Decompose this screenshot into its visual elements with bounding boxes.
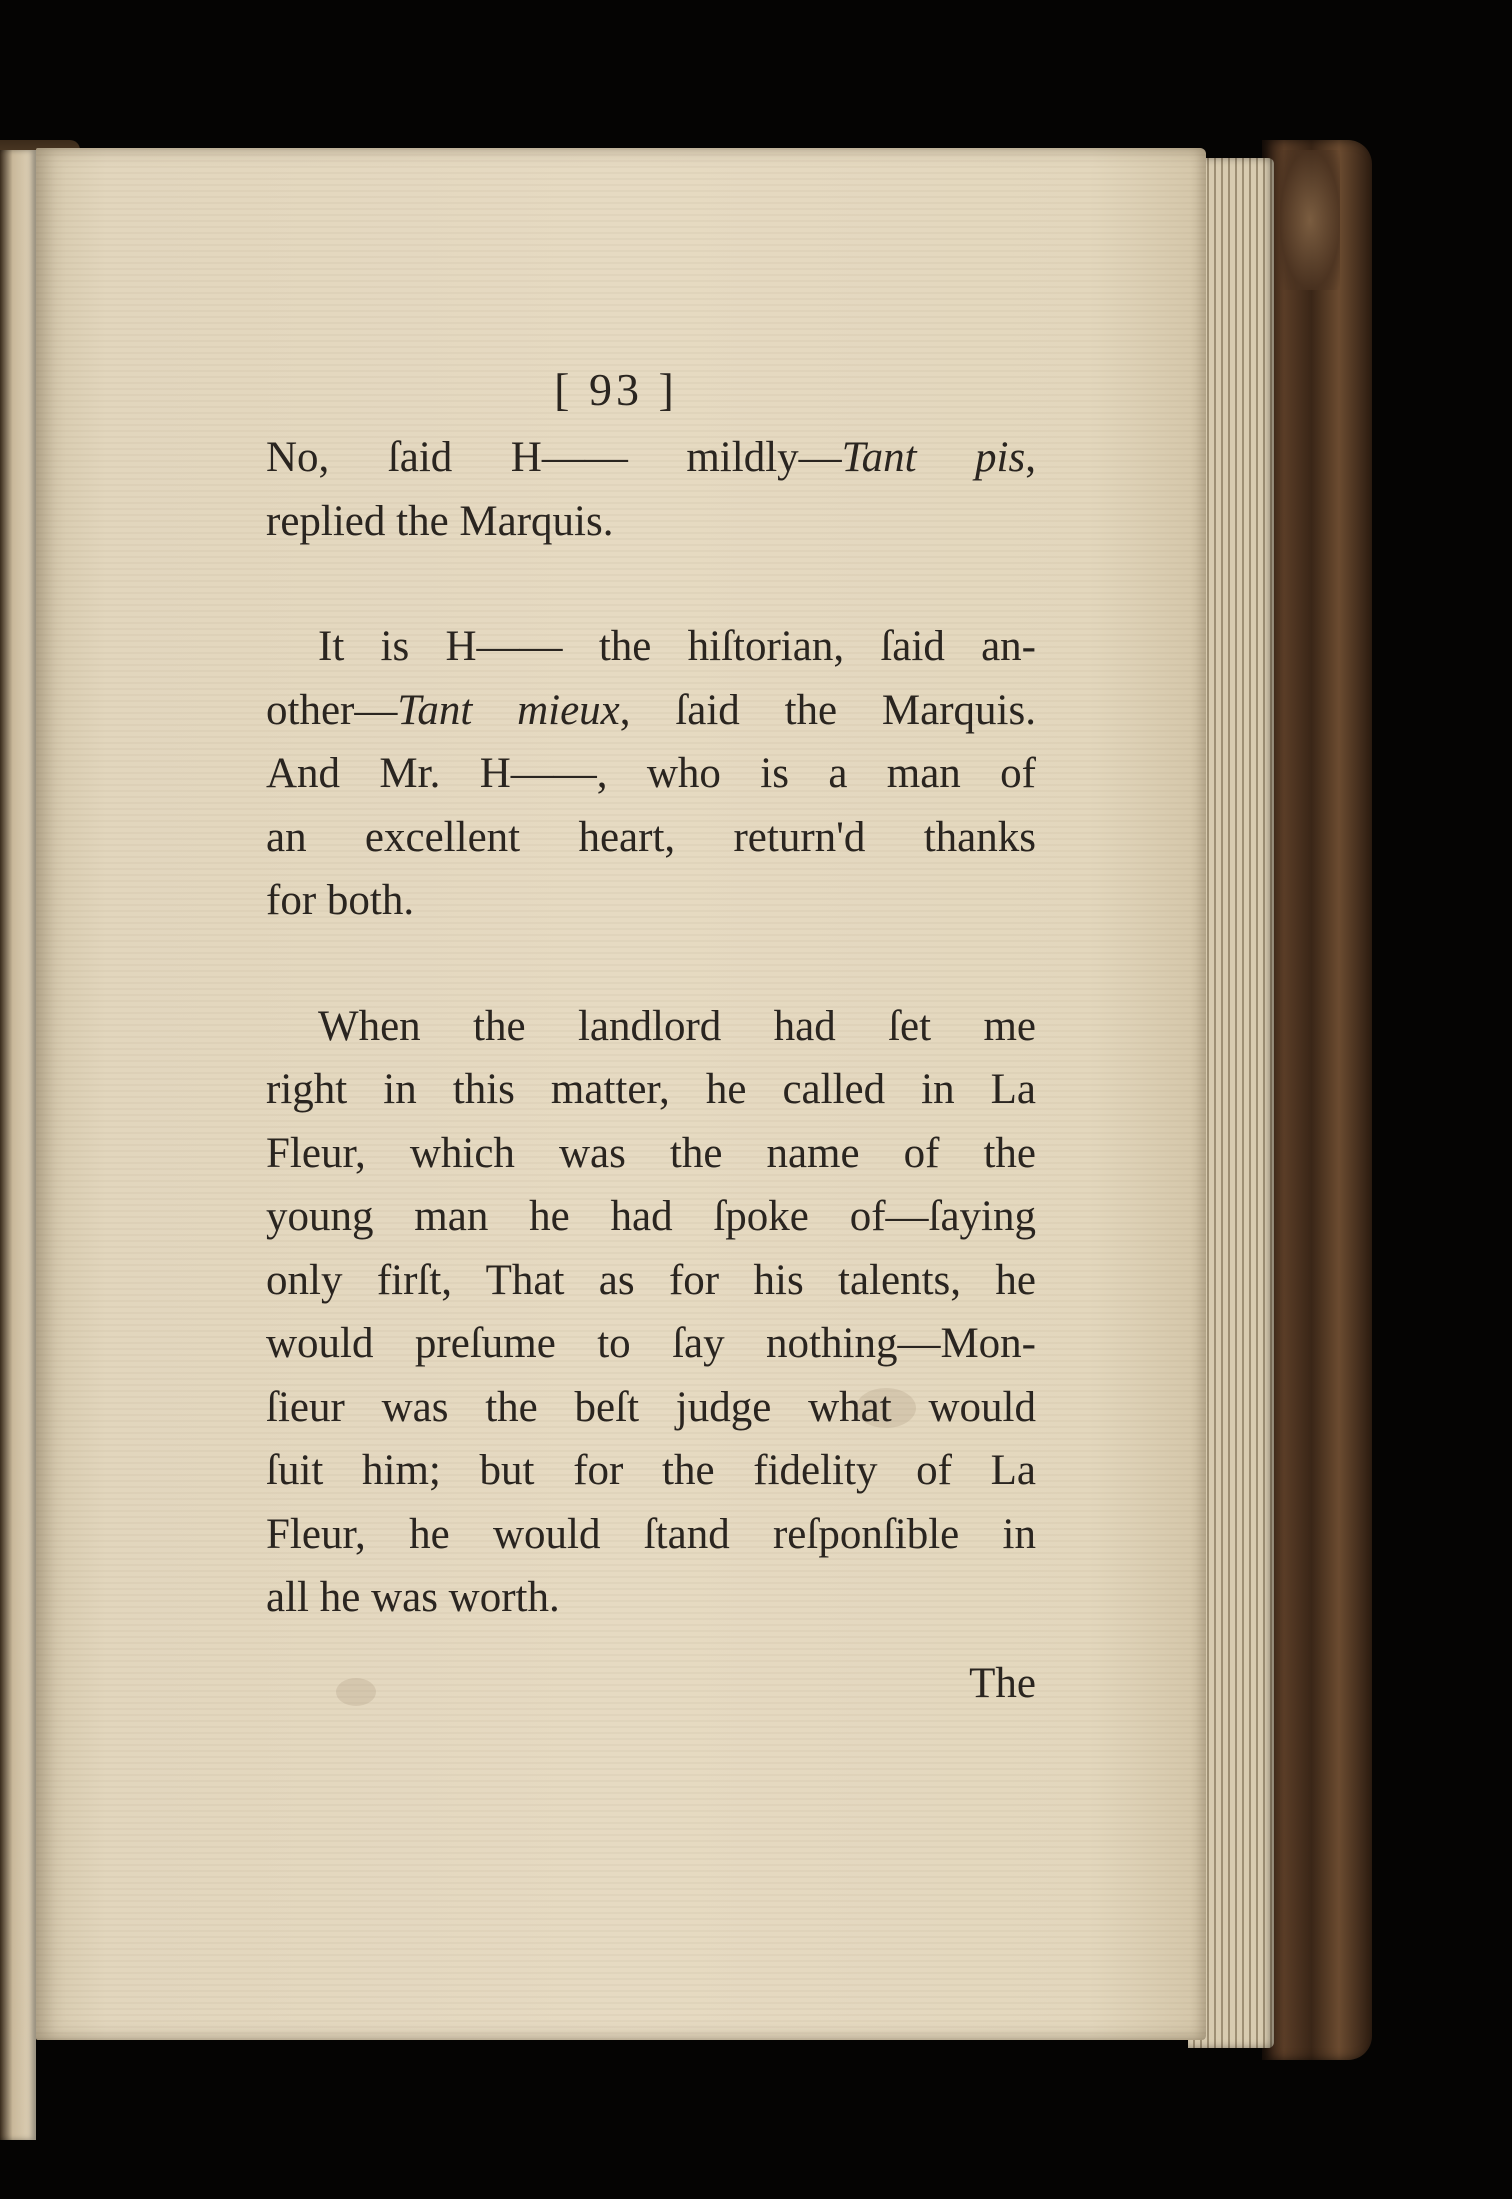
text-line: would preſume to ſay nothing—Mon- (266, 1320, 1036, 1367)
paragraph (266, 426, 1036, 553)
text-line: It is H—— the hiſtorian, ſaid an- (318, 623, 1036, 670)
text-line: Fleur, he would ſtand reſponſible in (266, 1510, 1036, 1558)
text-line: young man he had ſpoke of—ſaying (266, 1193, 1036, 1240)
text-line: all he was worth. (266, 1574, 560, 1621)
paragraph (266, 615, 1036, 933)
text-line: an excellent heart, return'd thanks (266, 813, 1036, 861)
facing-page-edge (0, 150, 36, 2140)
text-line: right in this matter, he called in La (266, 1066, 1036, 1113)
book-page (36, 148, 1206, 2040)
text-line: ſieur was the beſt judge what would (266, 1383, 1036, 1431)
page-text-block (266, 358, 1036, 1742)
text-line: for both. (266, 877, 415, 924)
book-spine (1262, 140, 1372, 2060)
text-line: ſuit him; but for the fidelity of La (266, 1447, 1036, 1494)
page-number-header: [ 93 ] (554, 364, 678, 415)
paragraph (266, 995, 1036, 1630)
body-text (266, 426, 1036, 1630)
text-line: replied the Marquis. (266, 497, 614, 545)
text-line: Fleur, which was the name of the (266, 1129, 1036, 1177)
text-line: And Mr. H——, who is a man of (266, 750, 1036, 797)
spine-wear-mark (1280, 150, 1340, 290)
catchword: The (969, 1659, 1036, 1707)
text-line: other—Tant mieux, ſaid the Marquis. (266, 686, 1036, 734)
text-line: When the landlord had ſet me (318, 1002, 1036, 1050)
text-line: No, ſaid H—— mildly—Tant pis, (266, 434, 1036, 481)
text-line: only firſt, That as for his talents, he (266, 1256, 1036, 1304)
